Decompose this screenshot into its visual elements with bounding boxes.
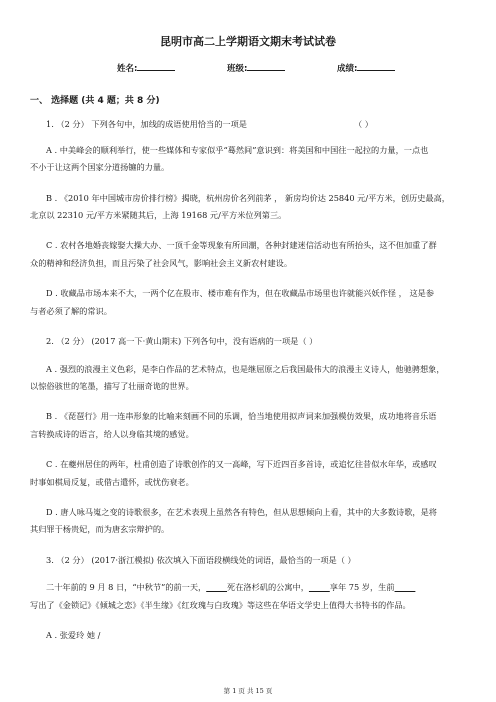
q1-option-c-line1: C . 农村各地婚丧嫁娶大操大办、一顶千金等现象有所回潮，各种封建迷信活动也有所抬头，这不但加重了群 xyxy=(46,240,437,250)
score-field: 成绩: xyxy=(337,62,395,74)
page-title: 昆明市高二上学期语文期末考试试卷 xyxy=(160,35,336,48)
q1-option-d-line1: D . 收藏品市场本来不大，一两个亿在股市、楼市难有作为，但在收藏品市场里也许就能兴妖作怪 ， 这是参 xyxy=(46,288,435,298)
q3-blank-3 xyxy=(395,582,416,592)
q2-option-c-line2: 时事如棋局反复，或借古遣怀，或忧伤衰老。 xyxy=(30,477,194,487)
q2-option-c-line1: C . 在夔州居住的两年，杜甫创造了诗歌创作的又一高峰，写下近四百多首诗，或追忆往昔似水年华，或感叹 xyxy=(46,459,437,469)
q2-option-a-line2: 以惊俗骇世的笔墨，描写了壮丽奇诡的世界。 xyxy=(30,381,194,391)
q3-blank-1 xyxy=(206,582,227,592)
q3-blank-2 xyxy=(309,582,330,592)
q1-option-d-line2: 与者必须了解的常识。 xyxy=(30,306,112,316)
section-heading: 一、 选择题 (共 4 题；共 8 分) xyxy=(30,96,160,106)
name-blank[interactable] xyxy=(137,62,175,71)
q1-option-c-line2: 众的精神和经济负担，而且污染了社会风气，影响社会主义新农村建设。 xyxy=(30,258,293,268)
q3-option-a: A . 张爱玲 她 / xyxy=(46,630,101,640)
q3-passage-line1: 二十年前的 9 月 8 日，“中秋节”的前一天， 死在洛杉矶的公寓中， 享年 75 岁，生前 xyxy=(46,582,486,593)
q2-stem: 2. （2 分） (2017 高一下·黄山期末) 下列各句中，没有语病的一项是（ ） xyxy=(46,336,318,346)
q1-option-a-line2: 不小于让这两个国家分道扬镳的力量。 xyxy=(30,162,170,172)
page-footer: 第 1 页 共 15 页 xyxy=(223,687,273,695)
q2-option-b-line1: B . 《琵琶行》用一连串形象的比喻来刻画不同的乐调，恰当地使用拟声词来加强模仿效果，成功地将音乐语 xyxy=(46,411,437,421)
q2-option-d-line2: 其归罪于杨贵妃，而为唐玄宗辩护的。 xyxy=(30,524,170,534)
name-field: 姓名: xyxy=(117,62,175,74)
q2-option-a-line1: A . 强烈的浪漫主义色彩，是李白作品的艺术特点，也是继屈原之后我国最伟大的浪漫主义诗人，他驰骋想象， xyxy=(46,364,445,374)
class-field: 班级: xyxy=(227,62,285,74)
q2-option-d-line1: D . 唐人咏马嵬之变的诗歌很多，在艺术表现上虽然各有特色，但从思想倾向上看，其中的大多数诗歌，是将 xyxy=(46,507,437,517)
score-blank[interactable] xyxy=(357,62,395,71)
class-blank[interactable] xyxy=(247,62,285,71)
q3-passage-line2: 写出了《金锁记》《倾城之恋》《半生缘》《红玫瑰与白玫瑰》等这些在华语文学史上值得大书特书的作品。 xyxy=(30,600,411,610)
q3-stem: 3. （2 分） (2017·浙江模拟) 依次填入下面语段横线处的词语，最恰当的一项是（ ） xyxy=(46,555,356,565)
q1-option-b-line2: 北京以 22310 元/平方米紧随其后，上海 19168 元/平方米位列第三。 xyxy=(30,210,287,220)
q1-option-b-line1: B . 《2010 年中国城市房价排行榜》揭晓，杭州房价名列前茅 ， 新房均价达 25840 元/平方米，创历史最高， xyxy=(46,193,450,203)
q1-stem: 1. （2 分） 下列各句中，加线的成语使用恰当的一项是 xyxy=(46,119,247,129)
q1-answer-paren: （ ） xyxy=(354,119,373,129)
q2-option-b-line2: 言转换成诗的语言，给人以身临其境的感觉。 xyxy=(30,429,194,439)
q1-option-a-line1: A . 中美峰会的顺利举行，使一些媒体和专家似乎“蓦然间”意识到：将美国和中国往一起拉的力量，一点也 xyxy=(46,145,429,155)
